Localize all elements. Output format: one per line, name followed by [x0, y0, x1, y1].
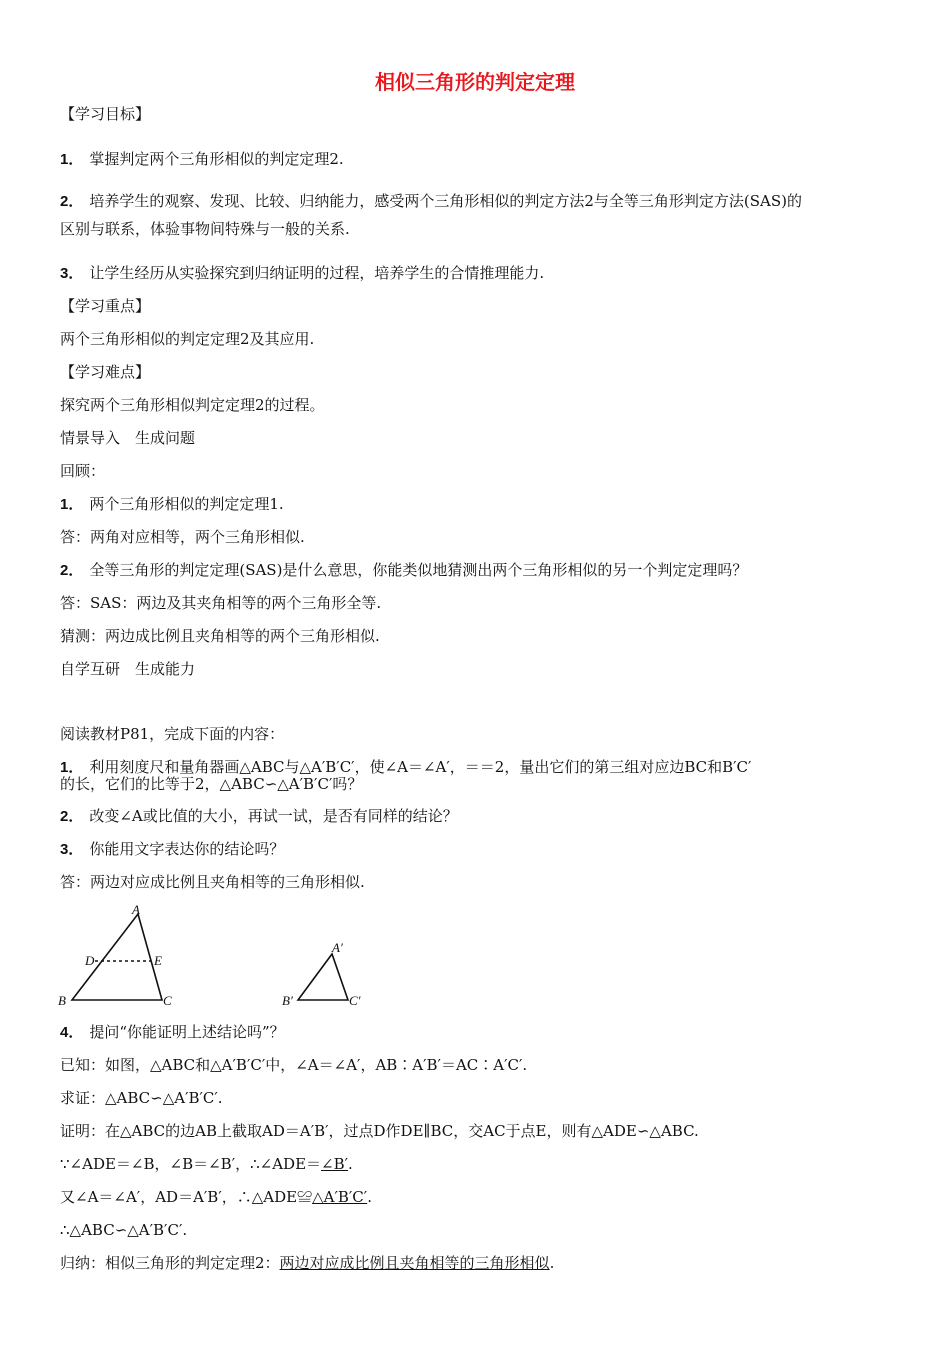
label-c: C: [163, 993, 172, 1008]
label-b-prime: B′: [282, 993, 293, 1008]
task-2-text: 改变∠A或比值的大小，再试一试，是否有同样的结论？: [89, 807, 458, 825]
review-2-answer: 答：SAS：两边及其夹角相等的两个三角形全等.: [60, 594, 382, 612]
goal-2-number: 2．: [60, 193, 84, 210]
triangle-a2b2c2: [298, 954, 348, 1000]
read-line: 阅读教材P81，完成下面的内容：: [60, 725, 285, 743]
task-4-number: 4．: [60, 1024, 84, 1041]
goal-3: [60, 263, 544, 284]
goal-1-number: 1．: [60, 151, 84, 168]
summary: 归纳：相似三角形的判定定理2：两边对应成比例且夹角相等的三角形相似.: [60, 1254, 555, 1272]
proof-prove: 求证：△ABC∽△A′B′C′.: [60, 1089, 223, 1107]
proof-step-1: ∵∠ADE＝∠B，∠B＝∠B′，∴∠ADE＝∠B′.: [60, 1155, 353, 1173]
proof-given: 已知：如图，△ABC和△A′B′C′中，∠A＝∠A′，AB∶A′B′＝AC∶A′C′.: [60, 1056, 528, 1074]
section-key: 【学习重点】: [60, 297, 151, 315]
proof-step-1-blank: ∠B′: [321, 1155, 349, 1173]
proof-step-1-text: ∵∠ADE＝∠B，∠B＝∠B′，∴∠ADE＝: [60, 1155, 322, 1173]
task-3-number: 3．: [60, 841, 84, 858]
difficult-text: 探究两个三角形相似判定定理2的过程。: [60, 396, 325, 414]
summary-text: 归纳：相似三角形的判定定理2：: [60, 1254, 280, 1272]
goal-3-number: 3．: [60, 265, 84, 282]
section-difficult: 【学习难点】: [60, 363, 151, 381]
review-2-number: 2．: [60, 562, 84, 579]
review-1-answer: 答：两角对应相等，两个三角形相似.: [60, 528, 305, 546]
label-a: A: [132, 902, 140, 917]
task-4: [60, 1022, 285, 1043]
label-a-prime: A′: [332, 940, 343, 955]
summary-blank: 两边对应成比例且夹角相等的三角形相似: [279, 1254, 550, 1272]
proof-step-2: 又∠A＝∠A′，AD＝A′B′，∴△ADE≌△A′B′C′.: [60, 1188, 372, 1206]
goal-1-text: 掌握判定两个三角形相似的判定定理2.: [89, 150, 344, 168]
review-2-text: 全等三角形的判定定理(SAS)是什么意思，你能类似地猜测出两个三角形相似的另一个判定定理吗？: [89, 561, 748, 579]
task-4-text: 提问“你能证明上述结论吗”？: [89, 1023, 285, 1041]
review-guess: 猜测：两边成比例且夹角相等的两个三角形相似.: [60, 627, 380, 645]
review-1-number: 1．: [60, 496, 84, 513]
review-1: [60, 494, 284, 515]
task-1-text: 利用刻度尺和量角器画△ABC与△A′B′C′，使∠A＝∠A′，＝＝2，量出它们的第三组对应边BC和B′C′: [89, 758, 752, 776]
proof-step-3: ∴△ABC∽△A′B′C′.: [60, 1221, 188, 1239]
label-b: B: [58, 993, 66, 1008]
task-2-number: 2．: [60, 808, 84, 825]
goal-3-text: 让学生经历从实验探究到归纳证明的过程，培养学生的合情推理能力.: [89, 264, 545, 282]
task-1-number: 1．: [60, 759, 84, 776]
section-goals: 【学习目标】: [60, 105, 151, 123]
review-label: 回顾：: [60, 462, 106, 480]
review-1-text: 两个三角形相似的判定定理1.: [89, 495, 284, 513]
review-2: [60, 560, 747, 581]
key-text: 两个三角形相似的判定定理2及其应用.: [60, 330, 315, 348]
task-2: [60, 806, 458, 827]
task-1-cont: 的长，它们的比等于2，△ABC∽△A′B′C′吗？: [60, 775, 363, 793]
task-3-text: 你能用文字表达你的结论吗？: [89, 840, 285, 858]
task-3: [60, 839, 284, 860]
goal-2-text: 培养学生的观察、发现、比较、归纳能力，感受两个三角形相似的判定方法2与全等三角形判定方法(SAS)的: [89, 192, 802, 210]
task-3-answer: 答：两边对应成比例且夹角相等的三角形相似.: [60, 873, 365, 891]
page-title: 相似三角形的判定定理: [375, 70, 575, 94]
goal-1: [60, 149, 344, 170]
label-c-prime: C′: [349, 993, 361, 1008]
proof-body: 证明：在△ABC的边AB上截取AD＝A′B′，过点D作DE∥BC，交AC于点E，则有△ADE∽△ABC.: [60, 1122, 699, 1140]
proof-step-2-blank: △A′B′C′: [312, 1188, 368, 1206]
label-e: E: [154, 953, 162, 968]
triangle-figures: [50, 900, 380, 1015]
self-study-heading: 自学互研 生成能力: [60, 660, 196, 678]
proof-step-2-text: 又∠A＝∠A′，AD＝A′B′，∴△ADE≌: [60, 1188, 313, 1206]
intro-heading: 情景导入 生成问题: [60, 429, 196, 447]
label-d: D: [85, 953, 95, 968]
goal-2: [60, 191, 802, 212]
goal-2-cont: 区别与联系，体验事物间特殊与一般的关系.: [60, 220, 350, 238]
